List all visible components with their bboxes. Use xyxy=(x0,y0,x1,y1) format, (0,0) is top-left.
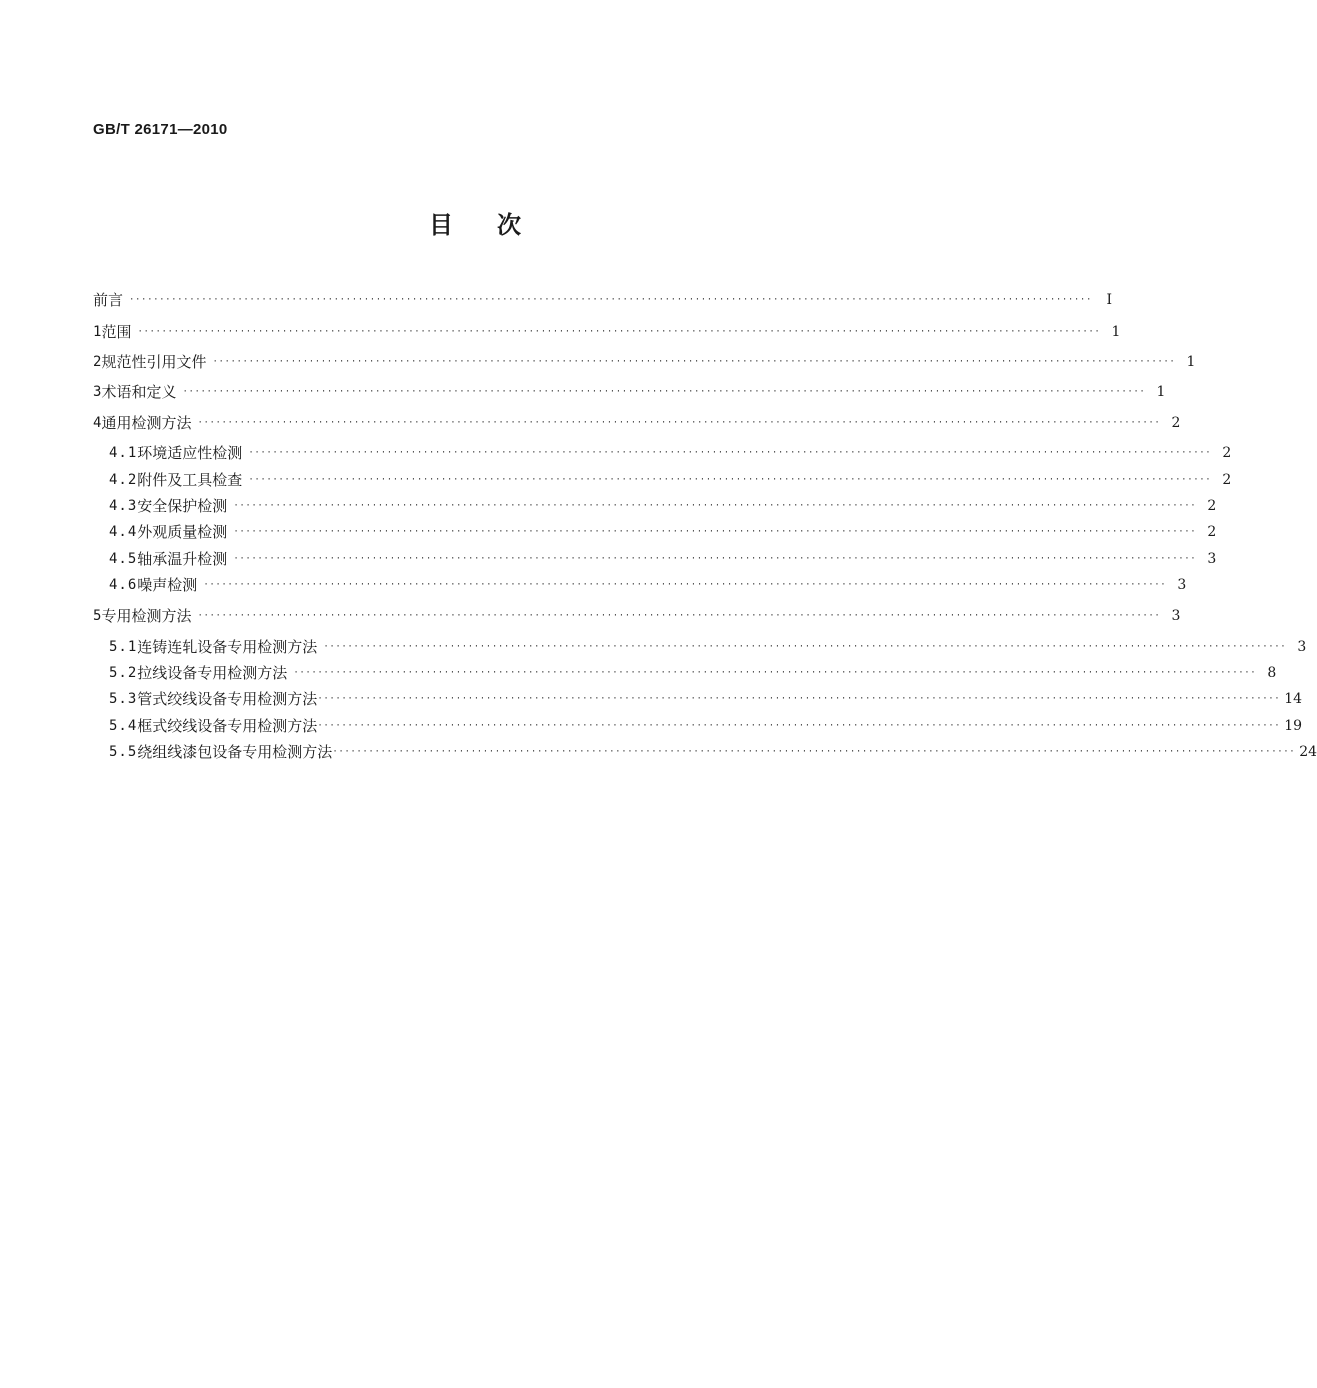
toc-entry-5-4[interactable] xyxy=(109,715,1303,737)
standard-code: GB/T 26171—2010 xyxy=(93,121,228,138)
toc-page: 2 xyxy=(1222,472,1232,488)
toc-number: 5.1 xyxy=(109,639,138,655)
toc-leader: ································································································································································ xyxy=(317,721,1281,731)
toc-leader: ································································································································································ xyxy=(197,418,1161,428)
toc-label: 范围 xyxy=(101,323,132,341)
toc-label: 专用检测方法 xyxy=(101,607,192,625)
toc-label: 安全保护检测 xyxy=(137,497,228,515)
toc-page: 14 xyxy=(1284,691,1303,707)
page-title: 目次 xyxy=(429,211,565,239)
toc-page: Ⅰ xyxy=(1106,292,1112,308)
toc-page: 19 xyxy=(1284,718,1303,734)
toc-page: 2 xyxy=(1171,415,1181,431)
toc-label: 拉线设备专用检测方法 xyxy=(137,664,288,682)
toc-number: 4.4 xyxy=(109,524,138,540)
toc-entry-1[interactable] xyxy=(93,321,1121,343)
toc-number: 2 xyxy=(93,354,102,370)
toc-leader: ································································································································································ xyxy=(197,611,1161,621)
toc-page: 3 xyxy=(1171,608,1181,624)
toc-label: 框式绞线设备专用检测方法 xyxy=(137,717,318,735)
toc-entry-5-1[interactable] xyxy=(109,636,1307,658)
toc-entry-4-6[interactable] xyxy=(109,574,1187,596)
toc-page: 2 xyxy=(1207,498,1217,514)
toc-number: 5.2 xyxy=(109,665,138,681)
toc-leader: ································································································································································ xyxy=(233,554,1197,564)
toc-page: 1 xyxy=(1111,324,1121,340)
toc-entry-3[interactable] xyxy=(93,381,1166,403)
toc-leader: ································································································································································ xyxy=(332,747,1296,757)
toc-entry-5-5[interactable] xyxy=(109,741,1317,763)
toc-entry-foreword[interactable] xyxy=(93,289,1112,311)
toc-label: 环境适应性检测 xyxy=(137,444,243,462)
toc-entry-4[interactable] xyxy=(93,412,1181,434)
toc-page: 2 xyxy=(1222,445,1232,461)
toc-label: 外观质量检测 xyxy=(137,523,228,541)
toc-entry-5-3[interactable] xyxy=(109,688,1303,710)
toc-leader: ································································································································································ xyxy=(137,327,1101,337)
toc-page: 3 xyxy=(1207,551,1217,567)
toc-number: 4.1 xyxy=(109,445,138,461)
toc-leader: ································································································································································ xyxy=(182,387,1146,397)
toc-entry-5-2[interactable] xyxy=(109,662,1277,684)
toc-number: 5.5 xyxy=(109,744,138,760)
toc-entry-4-3[interactable] xyxy=(109,495,1217,517)
toc-label: 规范性引用文件 xyxy=(101,353,207,371)
toc-label: 轴承温升检测 xyxy=(137,550,228,568)
toc-page: 3 xyxy=(1177,577,1187,593)
toc-label: 管式绞线设备专用检测方法 xyxy=(137,690,318,708)
toc-entry-4-1[interactable] xyxy=(109,442,1232,464)
toc-page: 8 xyxy=(1267,665,1277,681)
toc-leader: ································································································································································ xyxy=(317,694,1281,704)
toc-label: 附件及工具检查 xyxy=(137,471,243,489)
toc-leader: ································································································································································ xyxy=(233,527,1197,537)
toc-label: 绕组线漆包设备专用检测方法 xyxy=(137,743,333,761)
toc-number: 5 xyxy=(93,608,102,624)
toc-entry-4-2[interactable] xyxy=(109,469,1232,491)
toc-number: 4.3 xyxy=(109,498,138,514)
toc-number: 3 xyxy=(93,384,102,400)
toc-page: 24 xyxy=(1299,744,1317,760)
toc-page: 1 xyxy=(1156,384,1166,400)
toc-number: 4.2 xyxy=(109,472,138,488)
toc-leader: ································································································································································ xyxy=(129,295,1092,305)
toc-page: 2 xyxy=(1207,524,1217,540)
toc-entry-5[interactable] xyxy=(93,605,1181,627)
toc-number: 4 xyxy=(93,415,102,431)
toc-number: 5.4 xyxy=(109,718,138,734)
toc-label: 噪声检测 xyxy=(137,576,198,594)
toc-leader: ································································································································································ xyxy=(212,357,1176,367)
toc-page: 3 xyxy=(1297,639,1307,655)
toc-leader: ································································································································································ xyxy=(248,475,1212,485)
toc-number: 1 xyxy=(93,324,102,340)
toc-entry-4-4[interactable] xyxy=(109,521,1217,543)
toc-page: 1 xyxy=(1186,354,1196,370)
toc-leader: ································································································································································ xyxy=(203,580,1167,590)
toc-leader: ································································································································································ xyxy=(323,642,1287,652)
toc-label: 通用检测方法 xyxy=(101,414,192,432)
toc-label: 前言 xyxy=(93,291,124,309)
toc-entry-2[interactable] xyxy=(93,351,1196,373)
toc-leader: ································································································································································ xyxy=(248,448,1212,458)
toc-label: 连铸连轧设备专用检测方法 xyxy=(137,638,318,656)
toc-number: 4.5 xyxy=(109,551,138,567)
toc-entry-4-5[interactable] xyxy=(109,548,1217,570)
toc-label: 术语和定义 xyxy=(101,383,177,401)
toc-number: 5.3 xyxy=(109,691,138,707)
toc-leader: ································································································································································ xyxy=(293,668,1257,678)
toc-leader: ································································································································································ xyxy=(233,501,1197,511)
toc-number: 4.6 xyxy=(109,577,138,593)
